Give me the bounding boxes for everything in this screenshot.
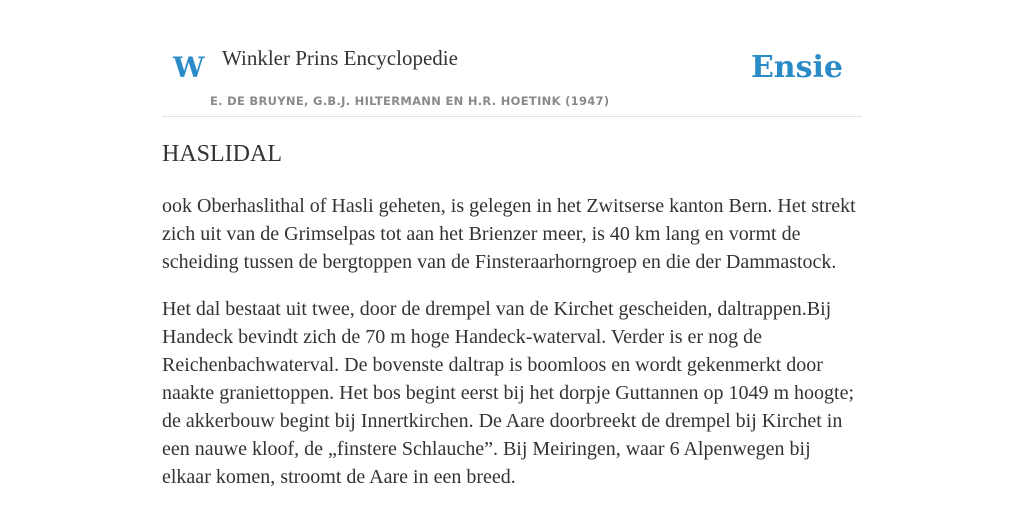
winkler-prins-logo[interactable]: W [173,51,205,84]
article-paragraph: ook Oberhaslithal of Hasli geheten, is gelegen in het Zwitserse kanton Bern. Het strekt zich uit van de Grimselpas tot aan het Brienzer meer, is 40 km lang en vormt de scheiding tussen de bergtoppen van de Finsteraarhorngroep en die der Dammastock. [162,195,856,273]
article-body [162,192,862,510]
source-title[interactable]: Winkler Prins Encyclopedie [222,46,458,70]
article-paragraph: Het dal bestaat uit twee, door de drempel van de Kirchet gescheiden, daltrappen.Bij Handeck bevindt zich de 70 m hoge Handeck-waterval. Verder is er nog de Reichenbachwaterval. De bovenste daltrap is boomloos en wordt gekenmerkt door naakte graniettoppen. Het bos begint eerst bij het dorpje Guttannen op 1049 m hoogte; de akkerbouw begint bij Innertkirchen. De Aare doorbreekt de drempel bij Kirchet in een nauwe kloof, de „finstere Schlauche”. Bij Meiringen, waar 6 Alpenwegen bij elkaar komen, stroomt de Aare in een breed. [162,298,855,488]
page-header [162,40,862,117]
article-title: HASLIDAL [162,141,282,167]
source-authors: E. DE BRUYNE, G.B.J. HILTERMANN EN H.R. HOETINK (1947) [210,94,610,108]
ensie-logo[interactable]: Ensie [750,50,843,85]
